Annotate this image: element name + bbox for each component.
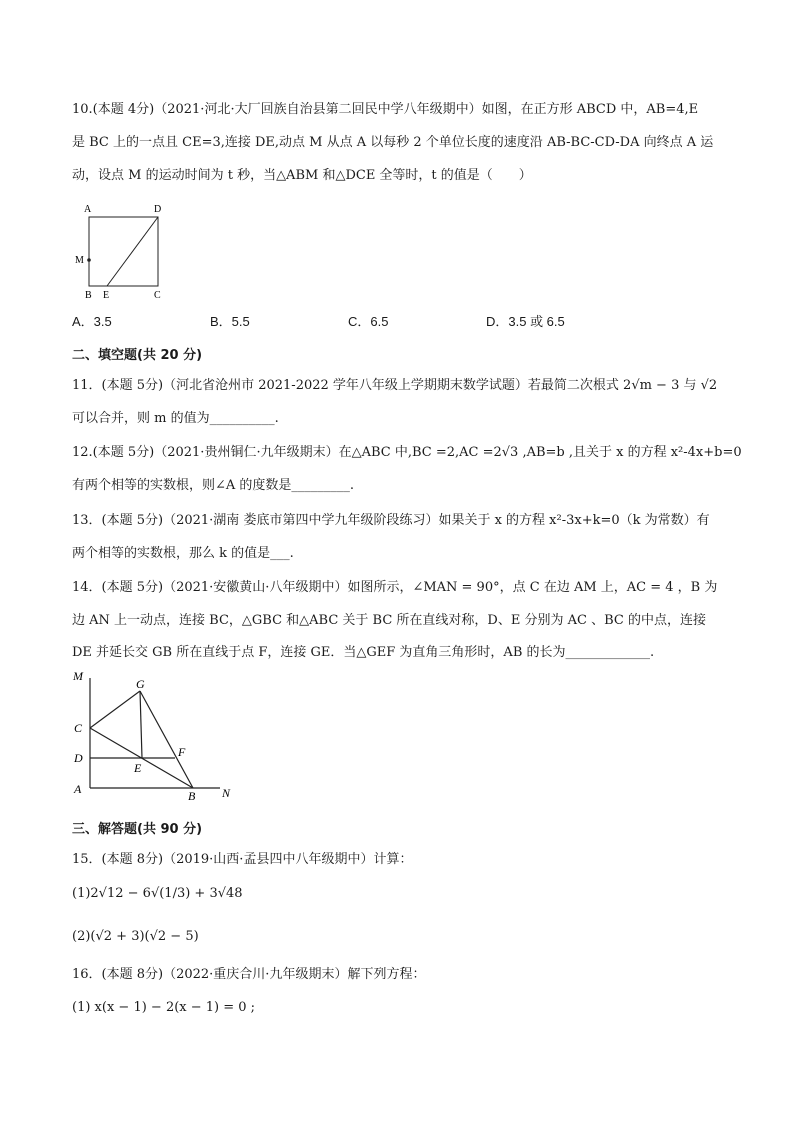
segment-gb <box>140 691 193 788</box>
q15-line1: 15．(本题 8分)（2019·山西·孟县四中八年级期中）计算： <box>72 852 413 867</box>
label-e: E <box>134 761 142 775</box>
q12-line1: 12.(本题 5分)（2021·贵州铜仁·九年级期末）在△ABC 中,BC =2,AC =2√3 ,AB=b ,且关于 x 的方程 x²-4x+b=0 <box>72 445 742 460</box>
label-m: M <box>75 255 84 266</box>
q16-part1: (1) x(x − 1) − 2(x − 1) = 0 ; <box>72 1000 256 1015</box>
label-m: M <box>73 669 83 683</box>
q10-option-c: C．6.5 <box>348 314 389 329</box>
label-a: A <box>74 782 82 796</box>
segment-ge <box>140 691 142 758</box>
q14-line3: DE 并延长交 GB 所在直线于点 F，连接 GE．当△GEF 为直角三角形时，AB 的长为_____________. <box>72 645 655 660</box>
q13-line2: 两个相等的实数根，那么 k 的值是___. <box>72 546 294 561</box>
q10-option-a: A．3.5 <box>72 314 112 329</box>
q14-line2: 边 AN 上一动点，连接 BC，△GBC 和△ABC 关于 BC 所在直线对称，D、E 分别为 AC 、BC 的中点，连接 <box>72 613 706 628</box>
section-solution-title: 三、解答题(共 90 分) <box>72 822 203 837</box>
label-c: C <box>74 721 83 735</box>
q10-figure <box>72 200 182 302</box>
q11-line1: 11．(本题 5分)（河北省沧州市 2021-2022 学年八年级上学期期末数学试题）若最简二次根式 2√m − 3 与 √2 <box>72 378 718 393</box>
q10-option-d: D．3.5 或 6.5 <box>486 314 565 329</box>
q10-line3: 动，设点 M 的运动时间为 t 秒，当△ABM 和△DCE 全等时，t 的值是（ ） <box>72 168 532 183</box>
q14-figure <box>70 668 245 803</box>
label-g: G <box>136 677 145 691</box>
label-b: B <box>85 290 92 301</box>
q13-line1: 13．(本题 5分)（2021·湖南 娄底市第四中学九年级阶段练习）如果关于 x 的方程 x²-3x+k=0（k 为常数）有 <box>72 513 710 528</box>
label-n: N <box>222 786 231 800</box>
segment-cg <box>90 691 140 728</box>
q15-part2: (2)(√2 + 3)(√2 − 5) <box>72 929 199 944</box>
q15-part1: (1)2√12 − 6√(1/3) + 3√48 <box>72 886 243 901</box>
point-m <box>87 258 91 262</box>
square-abcd <box>89 217 158 286</box>
q14-line1: 14．(本题 5分)（2021·安徽黄山·八年级期中）如图所示，∠MAN = 90°，点 C 在边 AM 上，AC = 4 ，B 为 <box>72 580 718 595</box>
segment-de <box>107 217 158 286</box>
q12-line2: 有两个相等的实数根，则∠A 的度数是_________. <box>72 478 355 493</box>
label-d: D <box>74 751 83 765</box>
label-c: C <box>154 290 161 301</box>
label-b: B <box>188 789 196 803</box>
label-f: F <box>178 745 186 759</box>
q16-line1: 16．(本题 8分)（2022·重庆合川·九年级期末）解下列方程： <box>72 967 426 982</box>
q10-line2: 是 BC 上的一点且 CE=3,连接 DE,动点 M 从点 A 以每秒 2 个单位长度的速度沿 AB-BC-CD-DA 向终点 A 运 <box>72 135 714 150</box>
q10-option-b: B．5.5 <box>210 314 250 329</box>
section-fill-in-title: 二、填空题(共 20 分) <box>72 348 203 363</box>
q11-line2: 可以合并，则 m 的值为__________. <box>72 411 279 426</box>
label-a: A <box>84 204 92 215</box>
q10-line1: 10.(本题 4分)（2021·河北·大厂回族自治县第二回民中学八年级期中）如图，在正方形 ABCD 中，AB=4,E <box>72 102 699 117</box>
label-e: E <box>103 290 110 301</box>
label-d: D <box>154 204 162 215</box>
